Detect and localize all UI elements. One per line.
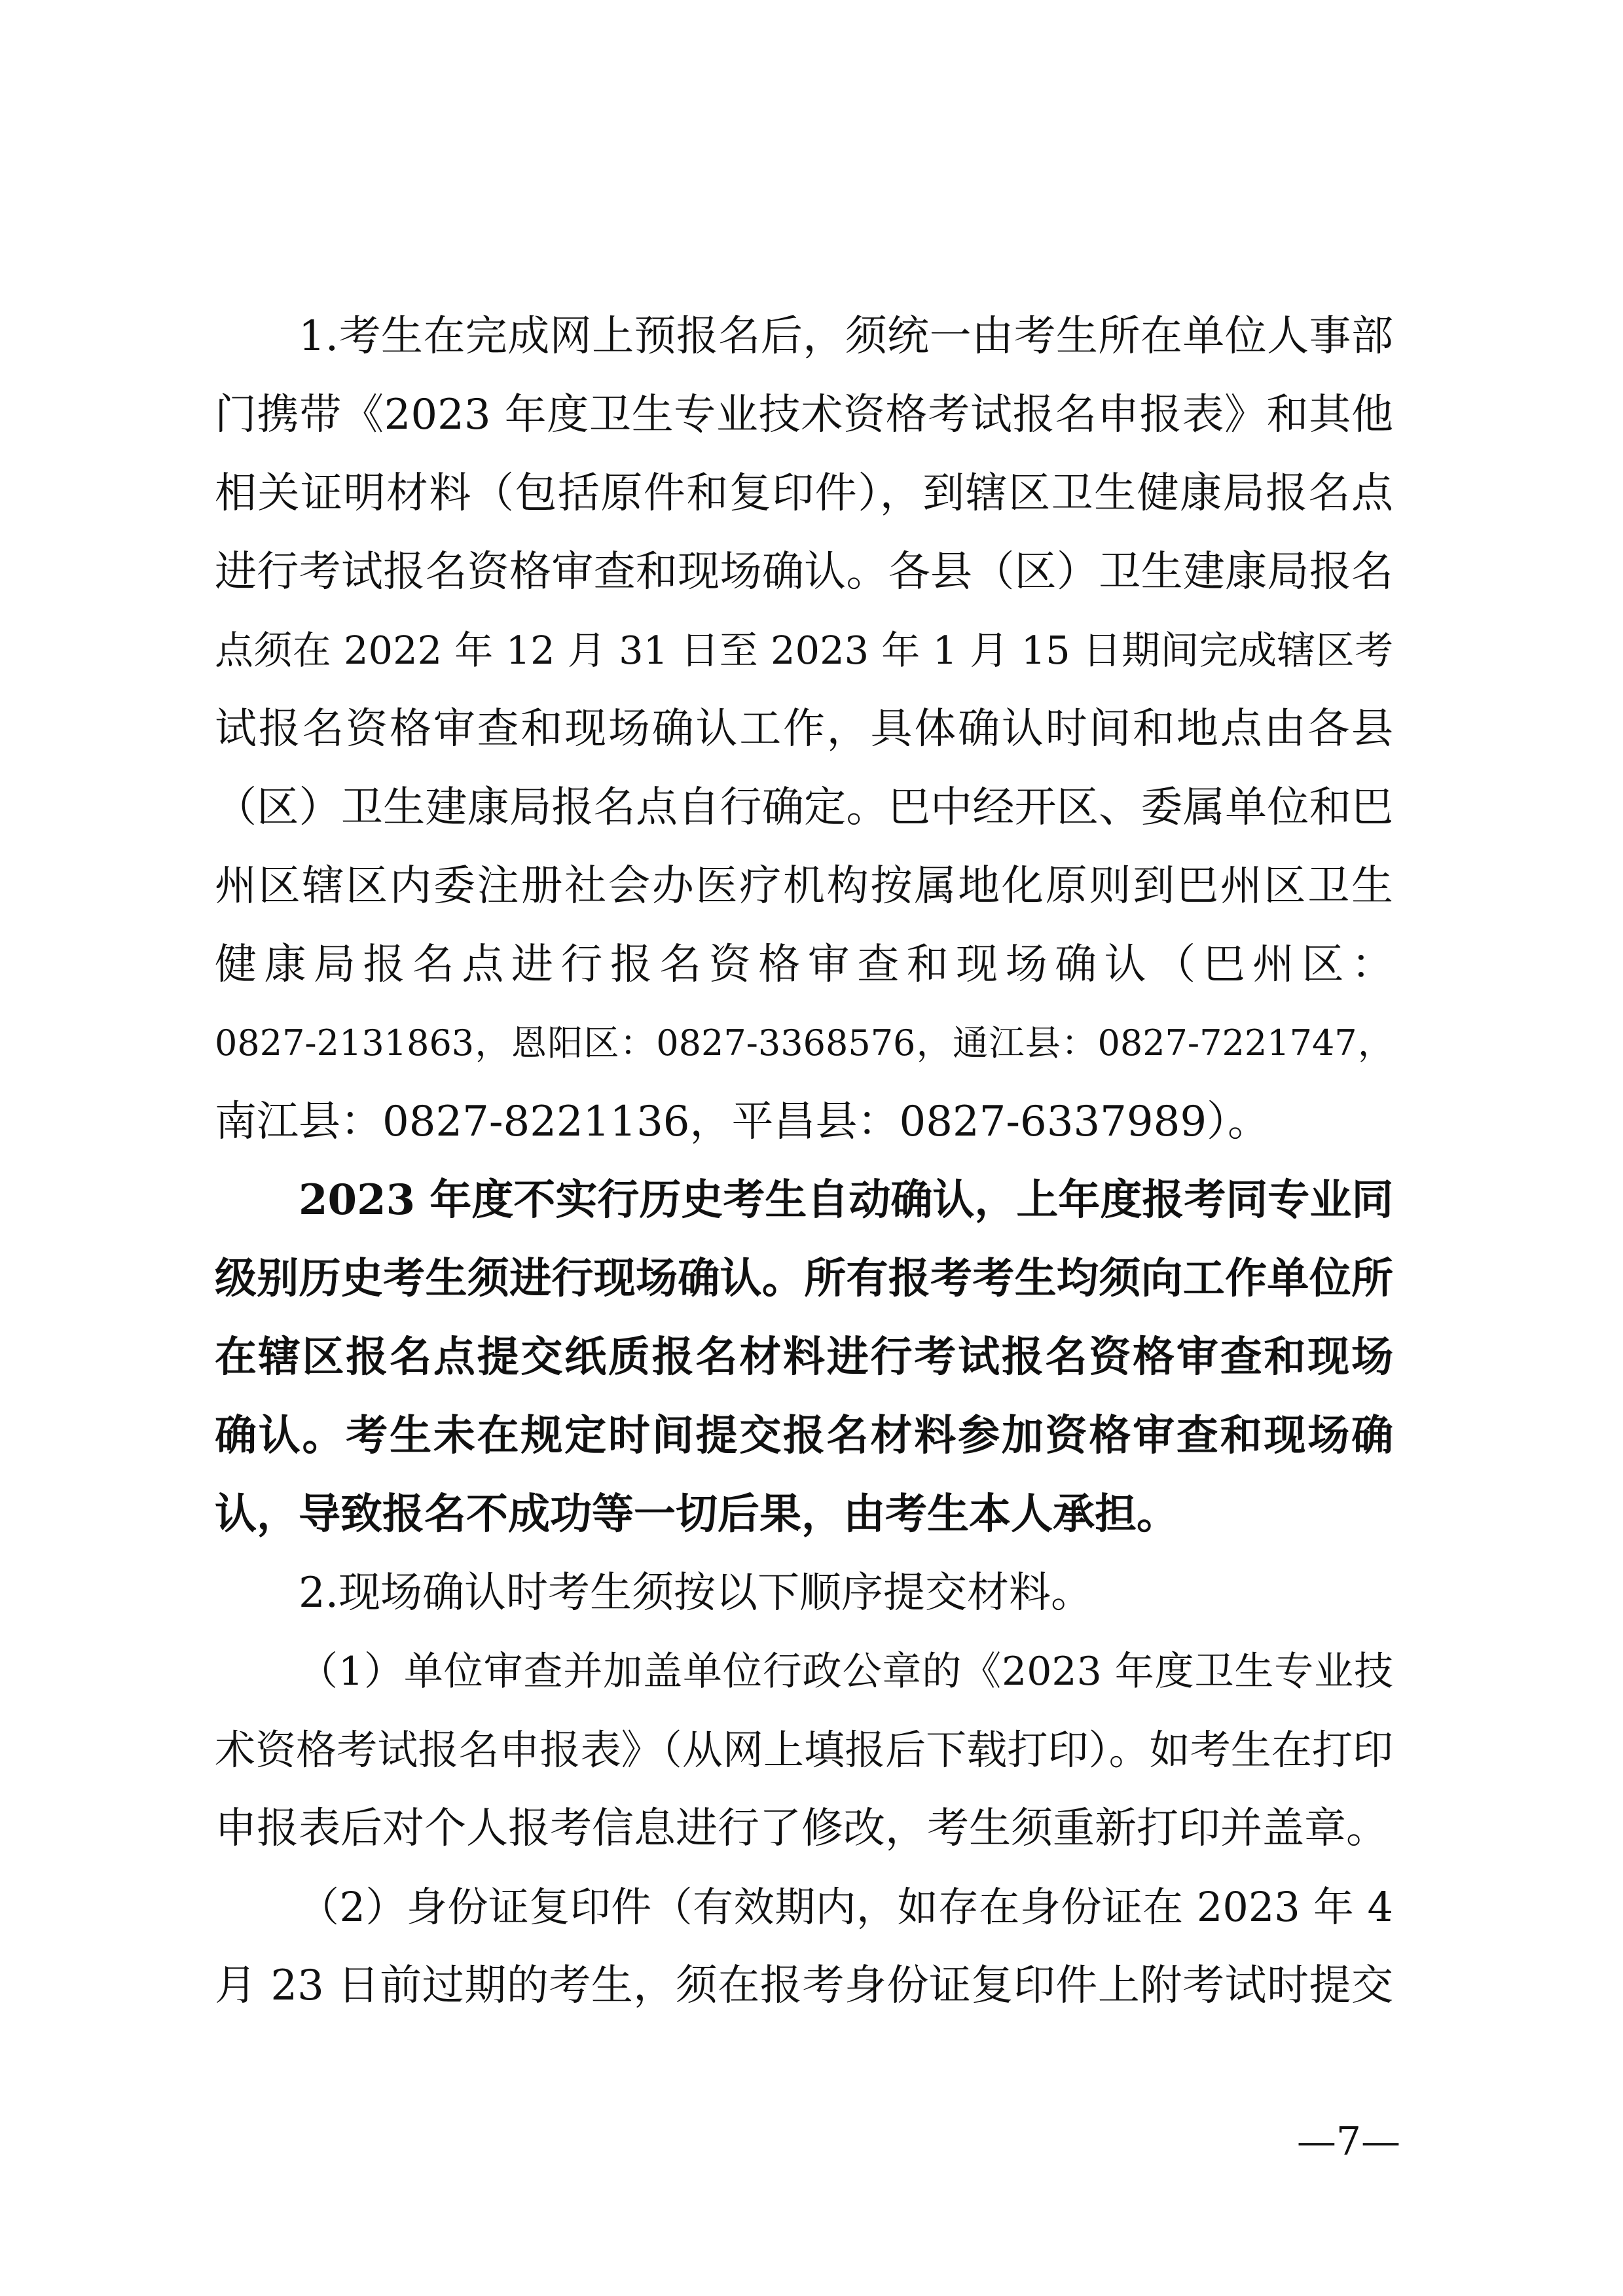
- bold-notice-line: 2023 年度不实行历史考生自动确认，上年度报考同专业同: [299, 1175, 1394, 1225]
- bold-notice-line: 认，导致报名不成功等一切后果，由考生本人承担。: [215, 1490, 1178, 1539]
- paragraph-line: 1.考生在完成网上预报名后，须统一由考生所在单位人事部: [299, 312, 1393, 361]
- paragraph-line: （区）卫生建康局报名点自行确定。巴中经开区、委属单位和巴: [215, 783, 1393, 832]
- paragraph-line: （1）单位审查并加盖单位行政公章的《2023 年度卫生专业技: [299, 1649, 1393, 1695]
- paragraph-line: 南江县：0827-8221136，平昌县：0827-6337989）。: [215, 1098, 1270, 1146]
- page-number: —7—: [1296, 2119, 1400, 2164]
- paragraph-line: 2.现场确认时考生须按以下顺序提交材料。: [299, 1569, 1093, 1617]
- bold-notice-line: 在辖区报名点提交纸质报名材料进行考试报名资格审查和现场: [215, 1333, 1393, 1382]
- paragraph-line: 进行考试报名资格审查和现场确认。各县（区）卫生建康局报名: [215, 548, 1393, 596]
- paragraph-line: 0827-2131863，恩阳区：0827-3368576，通江县：0827-7221747，: [215, 1022, 1393, 1064]
- bold-notice-line: 级别历史考生须进行现场确认。所有报考考生均须向工作单位所: [215, 1254, 1393, 1303]
- paragraph-line: 州区辖区内委注册社会办医疗机构按属地化原则到巴州区卫生: [215, 862, 1393, 910]
- paragraph-line: 月 23 日前过期的考生，须在报考身份证复印件上附考试时提交: [215, 1962, 1393, 2010]
- paragraph-line: 试报名资格审查和现场确认工作，具体确认时间和地点由各县: [215, 705, 1393, 753]
- paragraph-line: 门携带《2023 年度卫生专业技术资格考试报名申报表》和其他: [215, 391, 1393, 439]
- paragraph-line: 点须在 2022 年 12 月 31 日至 2023 年 1 月 15 日期间完成辖区考: [215, 628, 1393, 673]
- bold-notice-line: 确认。考生未在规定时间提交报名材料参加资格审查和现场确: [215, 1411, 1393, 1460]
- paragraph-line: 健康局报名点进行报名资格审查和现场确认（巴州区：: [215, 941, 1393, 989]
- paragraph-line: （2）身份证复印件（有效期内，如存在身份证在 2023 年 4: [299, 1883, 1393, 1931]
- paragraph-line: 申报表后对个人报考信息进行了修改，考生须重新打印并盖章。: [215, 1804, 1388, 1853]
- paragraph-line: 术资格考试报名申报表》（从网上填报后下载打印）。如考生在打印: [215, 1726, 1393, 1774]
- paragraph-line: 相关证明材料（包括原件和复印件），到辖区卫生健康局报名点: [215, 469, 1393, 518]
